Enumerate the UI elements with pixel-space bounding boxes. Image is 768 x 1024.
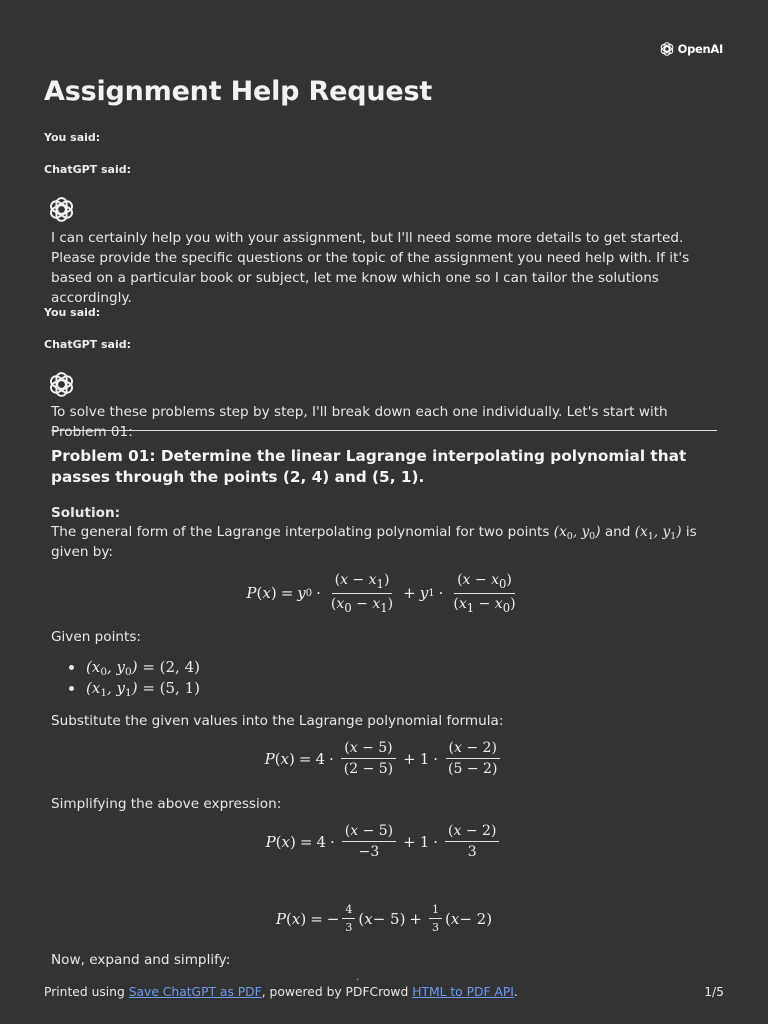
list-item: ($x_0$, $y_0) = (2$, 4)	[69, 657, 200, 678]
given-points-list	[69, 657, 200, 699]
assistant-role-label: ChatGPT said:	[44, 163, 132, 176]
expand-text: Now, expand and simplify:	[51, 952, 231, 968]
expanded-formula: P ( x ) = − $\frac{4}{3}$ ( x − 5) + $\frac{1}{3}$ ( x − 2)	[275, 903, 493, 934]
assistant-role-label: ChatGPT said:	[44, 338, 132, 351]
general-form-text: The general form of the Lagrange interpolating polynomial for two points ($x_0$, $y_0$) and ($x_1$, $y_1$) is given by:	[51, 524, 697, 560]
cut-off-mark: .	[356, 972, 360, 983]
user-role-label: You said:	[44, 131, 101, 144]
page-title: Assignment Help Request	[44, 76, 433, 107]
general-formula: P ( x ) = y 0 · $\frac{(x - x_1)}{(x_0 - x_1)}$ + y 1 · $\frac{(x - x_0)}{(x_1 - x_0)}$	[246, 572, 516, 615]
brand-name: OpenAI	[677, 42, 723, 56]
user-role-label: You said:	[44, 306, 101, 319]
openai-logo-icon	[659, 41, 675, 57]
save-chatgpt-as-pdf-link[interactable]: Save ChatGPT as PDF	[128, 985, 262, 999]
html-to-pdf-api-link[interactable]: HTML to PDF API	[412, 985, 514, 999]
given-points-label: Given points:	[51, 629, 141, 645]
list-item: ($x_1$, $y_1) = (5$, 1)	[69, 678, 200, 699]
simplified-formula: P ( x ) = 4 · $\frac{(x - 5)}{-3}$ + 1 · $\frac{(x - 2)}{3}$	[51, 823, 717, 860]
simplify-text: Simplifying the above expression:	[51, 796, 282, 812]
footer	[44, 985, 724, 999]
assistant-message-2-intro: To solve these problems step by step, I'll break down each one individually. Let's start with Problem 01:	[51, 404, 668, 440]
assistant-message-1: I can certainly help you with your assignment, but I'll need some more details to get started. Please provide the specific questions or the topic of the assignment you need help with. If it's based on a particular book or subject, let me know which one so I can tailor the solutions accordingly.	[51, 230, 690, 306]
substitute-text: Substitute the given values into the Lagrange polynomial formula:	[51, 713, 504, 729]
chatgpt-avatar-icon	[47, 195, 76, 224]
footer-print-note: Printed using Save ChatGPT as PDF, powered by PDFCrowd HTML to PDF API.	[44, 985, 518, 999]
problem-heading: Problem 01: Determine the linear Lagrange interpolating polynomial that passes through the points (2, 4) and (5, 1).	[51, 447, 687, 486]
solution-label: Solution:	[51, 505, 121, 521]
divider	[51, 430, 717, 431]
chatgpt-avatar-icon	[47, 370, 76, 399]
openai-brand	[659, 41, 723, 57]
page-number: 1/5	[704, 985, 724, 999]
substituted-formula: P ( x ) = 4 · $\frac{(x - 5)}{(2 - 5)}$ + 1 · $\frac{(x - 2)}{(5 - 2)}$	[51, 740, 717, 777]
